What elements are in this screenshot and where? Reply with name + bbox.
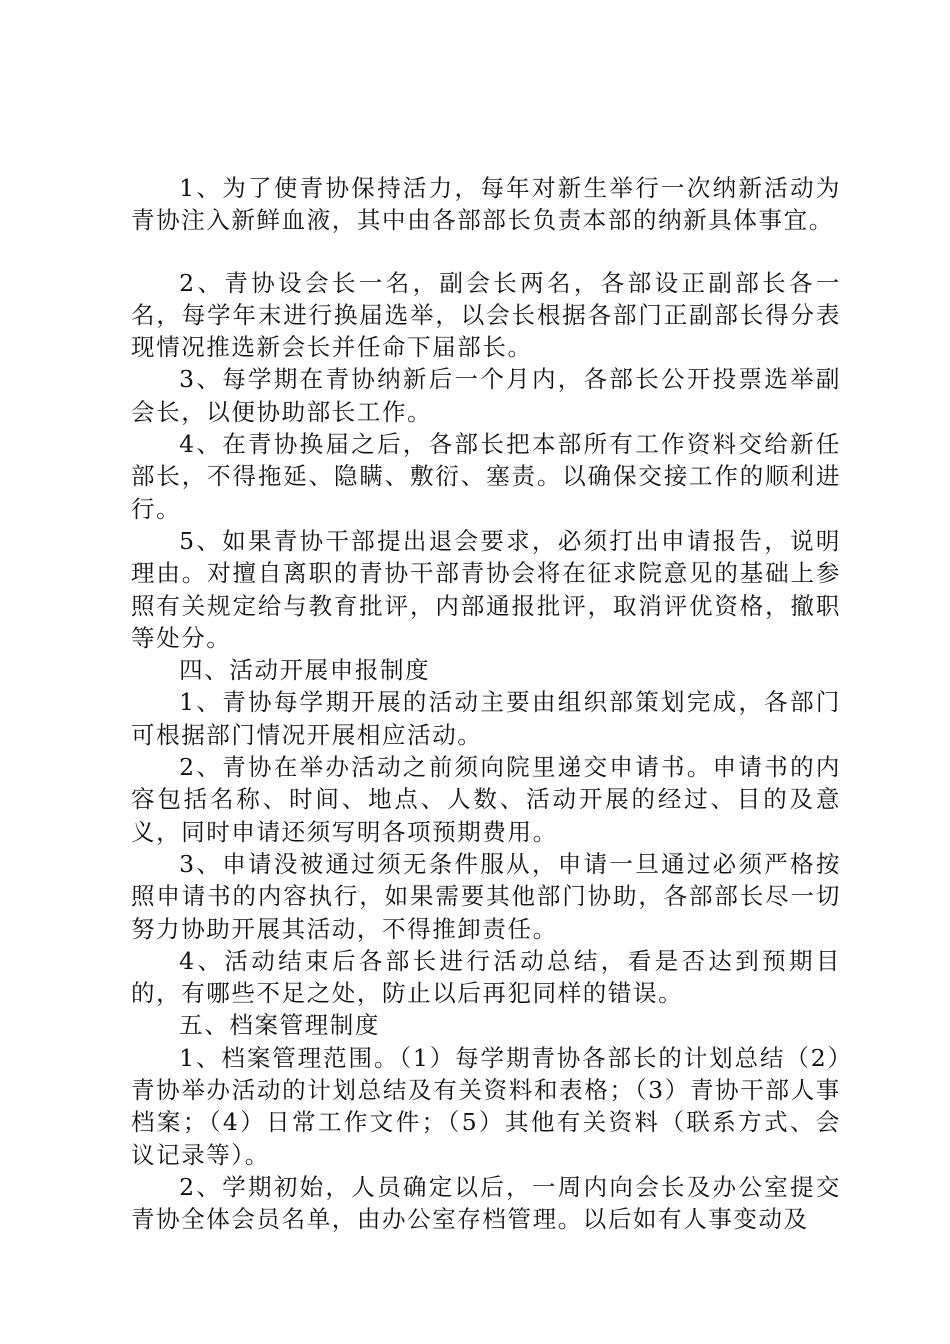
section-4-paragraph-3: 3、申请没被通过须无条件服从，申请一旦通过必须严格按照申请书的内容执行，如果需要其他部门协助，各部部长尽一切努力协助开展其活动，不得推卸责任。 [131, 849, 841, 943]
paragraph-1: 1、为了使青协保持活力，每年对新生举行一次纳新活动为青协注入新鲜血液，其中由各部部长负责本部的纳新具体事宜。 [131, 174, 841, 235]
section-5-paragraph-2: 2、学期初始，人员确定以后，一周内向会长及办公室提交青协全体会员名单，由办公室存档管理。以后如有人事变动及 [131, 1172, 841, 1234]
section-4-paragraph-1: 1、青协每学期开展的活动主要由组织部策划完成，各部门可根据部门情况开展相应活动。 [131, 688, 841, 749]
section-4-paragraph-4: 4、活动结束后各部长进行活动总结，看是否达到预期目的，有哪些不足之处，防止以后再犯同样的错误。 [131, 946, 841, 1008]
paragraph-4: 4、在青协换届之后，各部长把本部所有工作资料交给新任部长，不得拖延、隐瞒、敷衍、塞责。以确保交接工作的顺利进行。 [131, 430, 841, 523]
section-5-paragraph-1: 1、档案管理范围。（1）每学期青协各部长的计划总结（2）青协举办活动的计划总结及有关资料和表格；（3）青协干部人事档案；（4）日常工作文件；（5）其他有关资料（联系方式、会议记录等）。 [131, 1043, 841, 1169]
paragraph-3: 3、每学期在青协纳新后一个月内，各部长公开投票选举副会长，以便协助部长工作。 [131, 365, 841, 426]
section-4-heading: 四、活动开展申报制度 [179, 656, 431, 685]
document-body [131, 172, 841, 1236]
paragraph-5: 5、如果青协干部提出退会要求，必须打出申请报告，说明理由。对擅自离职的青协干部青协会将在征求院意见的基础上参照有关规定给与教育批评，内部通报批评，取消评优资格，撤职等处分。 [131, 526, 841, 652]
paragraph-2: 2、青协设会长一名，副会长两名，各部设正副部长各一名，每学年末进行换届选举，以会长根据各部门正副部长得分表现情况推选新会长并任命下届部长。 [131, 268, 841, 362]
section-4-paragraph-2: 2、青协在举办活动之前须向院里递交申请书。申请书的内容包括名称、时间、地点、人数、活动开展的经过、目的及意义，同时申请还须写明各项预期费用。 [131, 753, 841, 846]
section-5-heading: 五、档案管理制度 [179, 1011, 380, 1040]
